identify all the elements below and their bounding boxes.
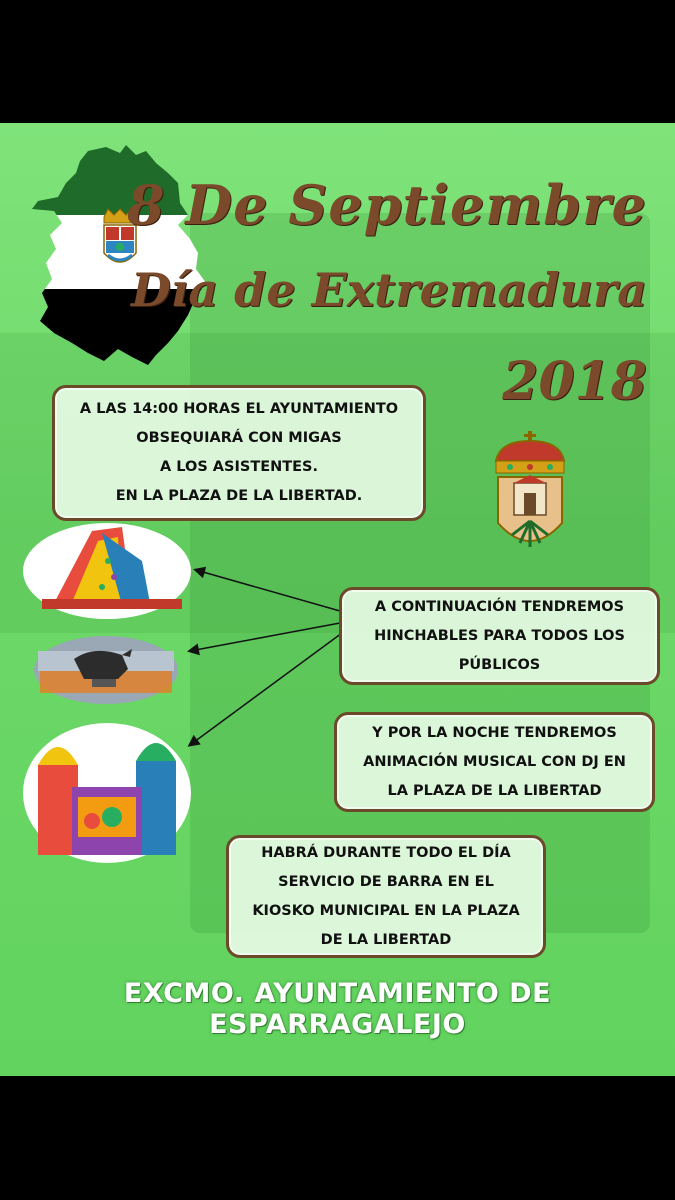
announcement-hinchables xyxy=(339,587,660,685)
announcement-line: A LOS ASISTENTES. xyxy=(160,459,318,475)
announcement-line: HINCHABLES PARA TODOS LOS xyxy=(374,627,625,644)
title-year: 2018 xyxy=(502,351,647,412)
announcement-barra xyxy=(226,835,546,958)
announcement-line: OBSEQUIARÁ CON MIGAS xyxy=(136,430,342,446)
title-date: 8 De Septiembre xyxy=(127,173,647,237)
arrow-icon xyxy=(190,623,340,651)
announcement-line: A LAS 14:00 HORAS EL AYUNTAMIENTO xyxy=(79,401,399,417)
arrow-icon xyxy=(190,633,342,745)
announcement-line: LA PLAZA DE LA LIBERTAD xyxy=(387,782,602,799)
announcement-line: A CONTINUACIÓN TENDREMOS xyxy=(374,598,625,615)
announcement-line: PÚBLICOS xyxy=(458,656,541,673)
announcement-line: HABRÁ DURANTE TODO EL DÍA xyxy=(261,844,511,861)
announcement-noche xyxy=(334,712,655,812)
organizer-footer: EXCMO. AYUNTAMIENTO DE ESPARRAGALEJO xyxy=(123,978,552,1040)
announcement-line: ANIMACIÓN MUSICAL CON DJ EN xyxy=(363,753,626,770)
announcement-line: KIOSKO MUNICIPAL EN LA PLAZA xyxy=(252,902,520,919)
title-event: Día de Extremadura xyxy=(131,263,647,317)
announcement-line: Y POR LA NOCHE TENDREMOS xyxy=(372,724,617,741)
arrow-icon xyxy=(196,570,340,611)
poster xyxy=(0,123,675,1076)
announcement-line: EN LA PLAZA DE LA LIBERTAD. xyxy=(115,488,363,504)
announcement-line: DE LA LIBERTAD xyxy=(320,931,452,948)
announcement-line: SERVICIO DE BARRA EN EL xyxy=(278,873,494,890)
